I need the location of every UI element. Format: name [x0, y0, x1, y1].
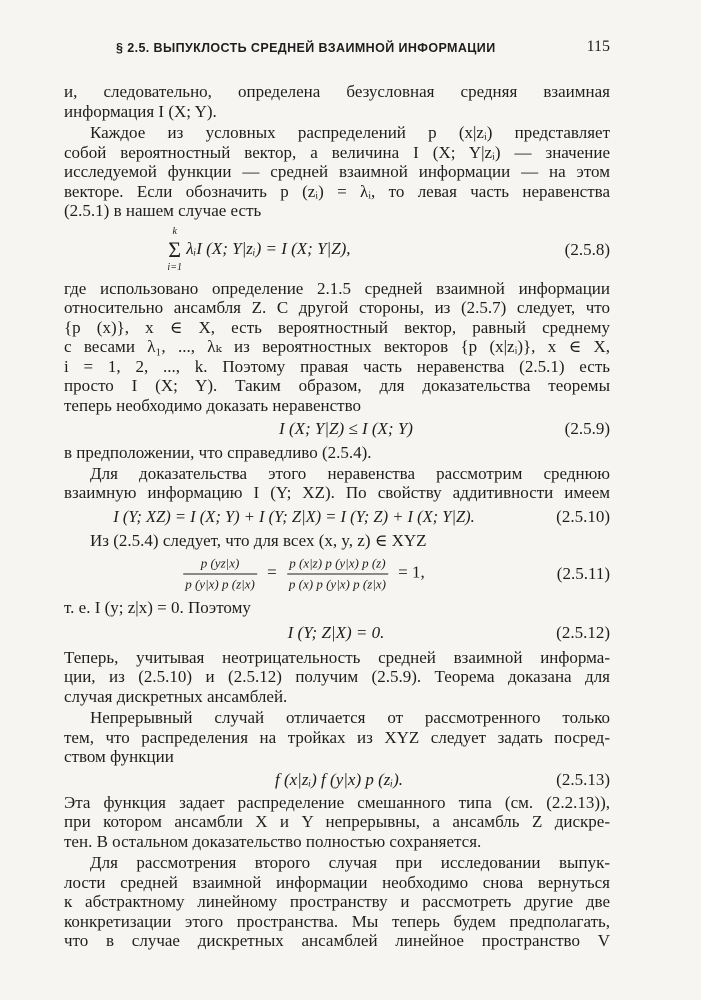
equation-number: (2.5.12) — [556, 622, 610, 642]
equation-number: (2.5.9) — [564, 419, 610, 438]
equation-number: (2.5.10) — [556, 506, 610, 526]
equation-2-5-12 — [64, 618, 610, 648]
equation-body: λᵢI (X; Y|zᵢ) = I (X; Y|Z), — [186, 238, 351, 258]
paragraph-2: Каждое из условных распределений p (x|zᵢ) представляет собой вероятностный вектор, а величина I (X; Y|zᵢ) — значение исследуемой функции — средней взаимной информации — на этом векторе. Если обозначить p (zᵢ) = λᵢ, то левая часть неравенства (2.5.1) в нашем случае есть — [64, 123, 610, 220]
sum-operator: k Σ i=1 — [167, 225, 182, 273]
equation-2-5-8 — [64, 221, 610, 279]
fraction-left: $\frac{p (yz|x)}{p (y|x) p (z|x)}$ — [185, 555, 255, 592]
equation-2-5-11: $\frac{p (yz|x)}{p (y|x) p (z|x)}$ = $\frac{p (x|z) p (y|x) p (z)}{p (x) p (y|x) p (z|x)}$ = 1, (2.5.11) — [185, 555, 610, 592]
equation-number: (2.5.13) — [556, 769, 610, 789]
paragraph-3: где использовано определение 2.1.5 средней взаимной информации относительно ансамбля Z. С другой стороны, из (2.5.7) следует, что {p (x)}, x ∈ X, есть вероятностный вектор, равный среднему с весами λ₁, ..., λₖ из вероятностных векторов {p (x|zᵢ)}, x ∈ X, i = 1, 2, ..., k. Поэтому правая часть неравенства (2.5.1) есть просто I (X; Y). Таким образом, для доказательства теоремы теперь необходимо доказать неравенство — [64, 278, 610, 415]
equation-number: (2.5.8) — [564, 239, 610, 259]
page-number: 115 — [586, 38, 610, 55]
paragraph-8: Теперь, учитывая неотрицательность средней взаимной информа- ции, из (2.5.10) и (2.5.12) получим (2.5.9). Теорема доказана для случая дискретных ансамблей. — [64, 647, 610, 706]
equation-body: I (Y; Z|X) = 0. — [287, 622, 385, 642]
paragraph-5: Для доказательства этого неравенства рассмотрим среднюю взаимную информацию I (Y; XZ). По свойству аддитивности имеем — [64, 463, 610, 502]
paragraph-7: т. е. I (y; z|x) = 0. Поэтому — [64, 598, 251, 617]
equation-body: I (X; Y|Z) ≤ I (X; Y) — [279, 419, 413, 438]
section-title: § 2.5. ВЫПУКЛОСТЬ СРЕДНЕЙ ВЗАИМНОЙ ИНФОРМАЦИИ — [116, 41, 496, 55]
paragraph-11: Для рассмотрения второго случая при исследовании выпук- лости средней взаимной информации необходимо снова вернуться к абстрактному линейному пространству и рассмотреть другие две конкретизации этого пространства. Мы теперь будем предполагать, что в случае дискретных ансамблей линейное пространство V — [64, 853, 610, 950]
page-body — [64, 82, 610, 951]
paragraph-9: Непрерывный случай отличается от рассмотренного только тем, что распределения на тройках из XYZ следует задать посред- ством функции — [64, 708, 610, 766]
equation-body: I (Y; XZ) = I (X; Y) + I (Y; Z|X) = I (Y; Z) + I (X; Y|Z). — [113, 506, 475, 526]
equation-2-5-10 — [64, 503, 610, 531]
paragraph-1: и, следовательно, определена безусловная средняя взаимная информация I (X; Y). — [64, 82, 610, 121]
running-header — [64, 34, 610, 56]
equation-number: (2.5.11) — [556, 564, 610, 583]
paragraph-4: в предположении, что справедливо (2.5.4). — [64, 443, 372, 462]
fraction-right: $\frac{p (x|z) p (y|x) p (z)}{p (x) p (y|x) p (z|x)}$ — [288, 555, 386, 592]
paragraph-6: Из (2.5.4) следует, что для всех (x, y, z) ∈ XYZ — [90, 530, 427, 550]
equation-2-5-9 — [64, 415, 610, 443]
equation-body: f (x|zᵢ) f (y|x) p (zᵢ). — [274, 769, 404, 789]
equation-2-5-13 — [64, 767, 610, 793]
paragraph-10: Эта функция задает распределение смешанного типа (см. (2.2.13)), при котором ансамбли X и Y непрерывны, а ансамбль Z дискре- тен. В остальном доказательство полностью сохраняется. — [64, 792, 610, 851]
